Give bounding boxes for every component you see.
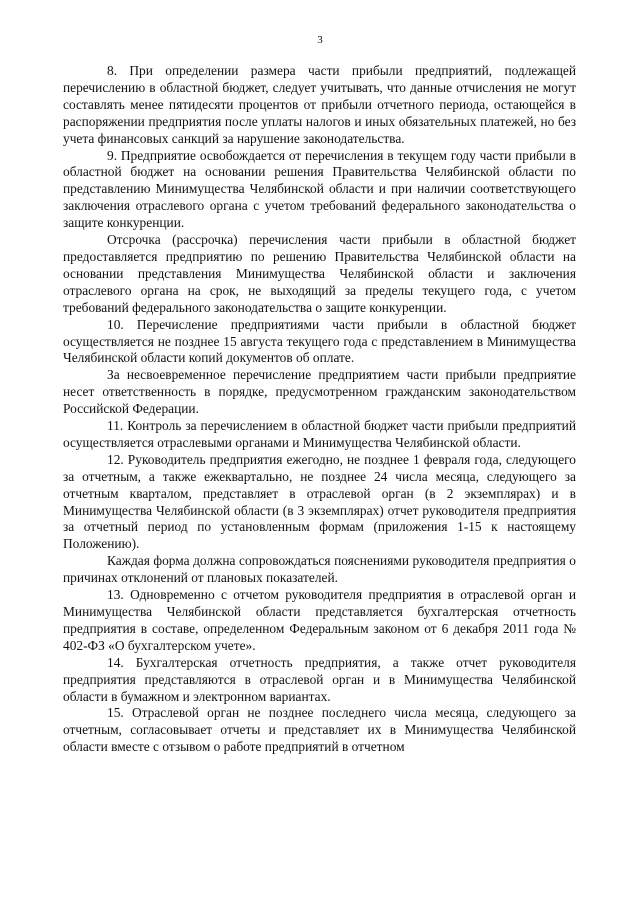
paragraph-13: 13. Одновременно с отчетом руководителя предприятия в отраслевой орган и Минимущества Челябинской области представляется бухгалтерская отчетность предприятия в составе, определенном Федеральным законом от 6 декабря 2011 года № 402-ФЗ «О бухгалтерском учете».: [63, 587, 576, 653]
paragraph-11: 11. Контроль за перечислением в областной бюджет части прибыли предприятий осуществляется отраслевыми органами и Минимущества Челябинской области.: [63, 418, 576, 450]
page-number: 3: [317, 34, 323, 46]
paragraph-12-explanations: Каждая форма должна сопровождаться пояснениями руководителя предприятия о причинах отклонений от плановых показателей.: [63, 553, 576, 586]
paragraph-15: 15. Отраслевой орган не позднее последнего числа месяца, следующего за отчетным, согласовывает отчеты и представляет их в Минимущества Челябинской области вместе с отзывом о работе предприятий в отчетном: [63, 705, 576, 755]
paragraph-8: 8. При определении размера части прибыли предприятий, подлежащей перечислению в областной бюджет, следует учитывать, что данные отчисления не могут составлять менее пятидесяти процентов от прибыли отчетного периода, остающейся в распоряжении предприятия после уплаты налогов и иных обязательных платежей, но без учета финансовых санкций за нарушение законодательства.: [63, 63, 576, 146]
paragraph-9: 9. Предприятие освобождается от перечисления в текущем году части прибыли в областной бюджет на основании решения Правительства Челябинской области по представлению Минимущества Челябинской области и при наличии соответствующего заключения отраслевого органа с учетом требований федерального законодательства о защите конкуренции.: [63, 147, 576, 231]
paragraph-9-deferral: Отсрочка (рассрочка) перечисления части прибыли в областной бюджет предоставляется предприятию по решению Правительства Челябинской области на основании представления Минимущества Челябинской области и заключения отраслевого органа на срок, не выходящий за пределы текущего года, с учетом требований федерального законодательства о защите конкуренции.: [63, 232, 576, 315]
paragraph-10-liability: За несвоевременное перечисление предприятием части прибыли предприятие несет ответственность в порядке, предусмотренном гражданским законодательством Российской Федерации.: [63, 367, 576, 417]
paragraph-14: 14. Бухгалтерская отчетность предприятия, а также отчет руководителя предприятия представляются в отраслевой орган и в Минимущества Челябинской области в бумажном и электронном вариантах.: [63, 654, 576, 704]
paragraph-10: 10. Перечисление предприятиями части прибыли в областной бюджет осуществляется не позднее 15 августа текущего года с представлением в Минимущества Челябинской области копий документов об оплате.: [63, 316, 576, 366]
paragraph-12: 12. Руководитель предприятия ежегодно, не позднее 1 февраля года, следующего за отчетным, а также ежеквартально, не позднее 24 числа месяца, следующего за отчетным кварталом, представляет в отраслевой орган (в 2 экземплярах) и в Минимущества Челябинской области (в 3 экземплярах) отчет руководителя предприятия за отчетный период по установленным формам (приложения 1-15 к настоящему Положению).: [63, 451, 576, 552]
document-body: [63, 63, 576, 756]
